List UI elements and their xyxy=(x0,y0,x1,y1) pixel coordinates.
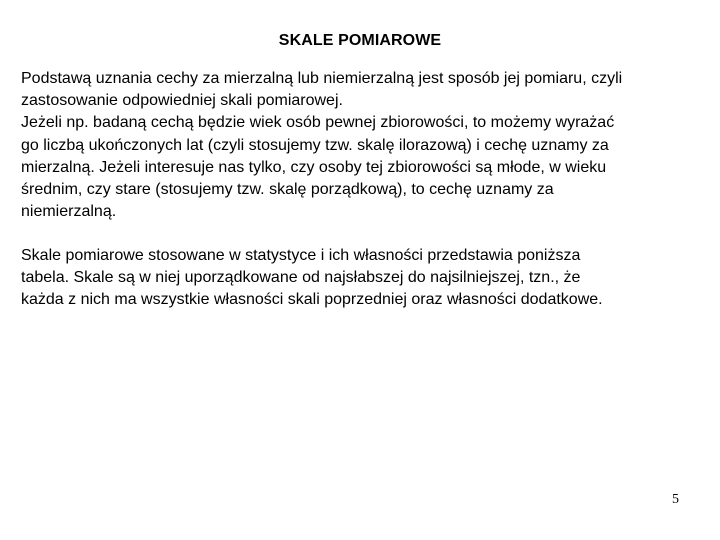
paragraph-measurement-scales-intro xyxy=(21,68,711,223)
text-line: każda z nich ma wszystkie własności skali poprzedniej oraz własności dodatkowe. xyxy=(21,291,603,309)
text-line: Jeżeli np. badaną cechą będzie wiek osób pewnej zbiorowości, to możemy wyrażać xyxy=(21,114,615,132)
text-line: tabela. Skale są w niej uporządkowane od najsłabszej do najsilniejszej, tzn., że xyxy=(21,269,581,287)
text-line: go liczbą ukończonych lat (czyli stosujemy tzw. skalę ilorazową) i cechę uznamy za xyxy=(21,136,609,154)
text-line: Podstawą uznania cechy za mierzalną lub niemierzalną jest sposób jej pomiaru, czyli xyxy=(21,70,623,87)
page-title: SKALE POMIAROWE xyxy=(278,32,442,49)
text-line: Skale pomiarowe stosowane w statystyce i ich własności przedstawia poniższa xyxy=(21,247,581,264)
page-number: 5 xyxy=(672,492,679,507)
text-line: niemierzalną. xyxy=(21,203,117,221)
text-line: mierzalną. Jeżeli interesuje nas tylko, czy osoby tej zbiorowości są młode, w wieku xyxy=(21,158,607,176)
text-line: zastosowanie odpowiedniej skali pomiarowej. xyxy=(21,92,343,110)
text-line: średnim, czy stare (stosujemy tzw. skalę porządkową), to cechę uznamy za xyxy=(21,181,554,199)
paragraph-scales-table-intro xyxy=(21,245,711,312)
